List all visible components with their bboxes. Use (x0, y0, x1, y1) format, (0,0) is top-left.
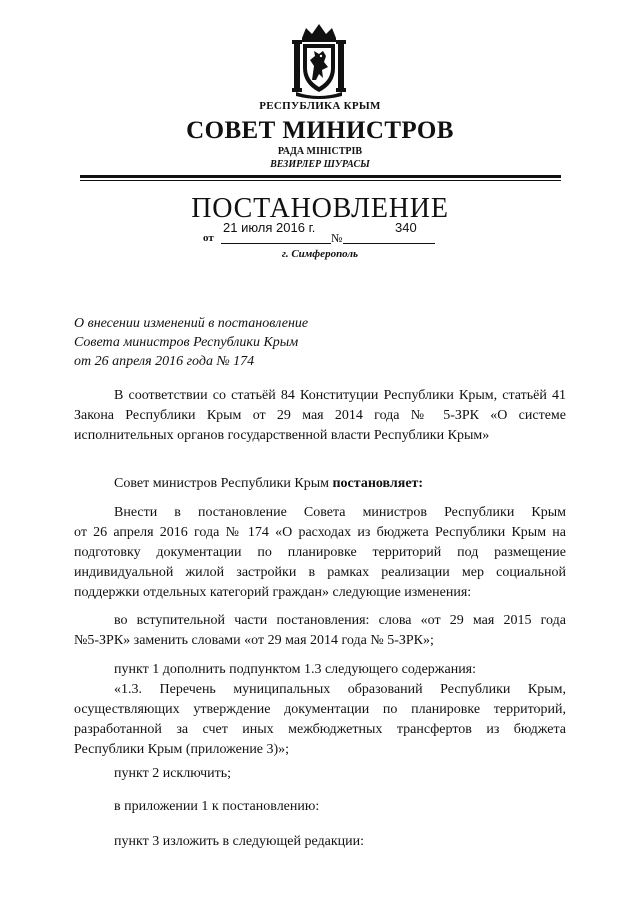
number-sign: № (331, 231, 343, 245)
point3-paragraph (74, 832, 566, 852)
paragraph-line: пункт 3 изложить в следующей редакции: (114, 834, 364, 849)
subject-line: О внесении изменений в постановление (74, 316, 309, 331)
point13-paragraph (74, 680, 566, 760)
decree-title: ПОСТАНОВЛЕНИЕ (191, 193, 449, 224)
council-title-ukrainian: РАДА МІНІСТРІВ (277, 146, 363, 157)
paragraph-line: «1.3. Перечень муниципальных образований Республики Крым, (114, 682, 566, 697)
decree-date: 21 июля 2016 г. (223, 220, 316, 235)
resolves-paragraph (74, 474, 566, 494)
number-underline (343, 243, 435, 244)
basis-paragraph (74, 386, 566, 446)
date-from-label: от (203, 232, 214, 244)
subject-line: Совета министров Республики Крым (74, 335, 299, 350)
paragraph-line: в приложении 1 к постановлению: (114, 799, 320, 814)
paragraph-line: Закона Республики Крым от 29 мая 2014 года № 5-ЗРК «О системе (74, 408, 566, 423)
paragraph-line: разработанной за счет иных межбюджетных трансфертов из бюджета (74, 722, 566, 737)
paragraph-line: В соответствии со статьёй 84 Конституции Республики Крым, статьёй 41 (114, 388, 566, 403)
paragraph-line: пункт 2 исключить; (114, 766, 232, 781)
decree-number: 340 (395, 220, 417, 235)
amend-paragraph (74, 503, 566, 603)
resolves-keyword: постановляет: (332, 476, 424, 491)
crimea-coat-of-arms-emblem (288, 20, 350, 100)
paragraph-line: Внести в постановление Совета министров Республики Крым (114, 505, 566, 520)
point2-paragraph (74, 764, 566, 784)
subject-line: от 26 апреля 2016 года № 174 (74, 354, 255, 369)
paragraph-line: подготовку документации по планировке территорий под размещение (74, 545, 566, 560)
decree-date-number-row (203, 220, 443, 246)
preamble-paragraph (74, 611, 566, 651)
point1-paragraph (74, 660, 566, 680)
appendix1-paragraph (74, 797, 566, 817)
header-rule-thin (80, 180, 561, 181)
council-title-crimean-tatar: ВЕЗИРЛЕР ШУРАСЫ (270, 159, 370, 170)
header-rule-thick (80, 175, 561, 178)
date-underline (221, 243, 331, 244)
paragraph-line: осуществляющих утверждение документации по планировке территорий, (74, 702, 566, 717)
paragraph-line: индивидуальной жилой застройки в рамках реализации мер социальной (74, 565, 566, 580)
republic-name: РЕСПУБЛИКА КРЫМ (259, 100, 381, 112)
paragraph-line: пункт 1 дополнить подпунктом 1.3 следующего содержания: (114, 662, 477, 677)
paragraph-line: поддержки отдельных категорий граждан» следующие изменения: (74, 585, 472, 600)
resolves-text: Совет министров Республики Крым (114, 476, 333, 491)
decree-city: г. Симферополь (281, 248, 359, 260)
paragraph-line: во вступительной части постановления: слова «от 29 мая 2015 года (114, 613, 566, 628)
paragraph-line: от 26 апреля 2016 года № 174 «О расходах из бюджета Республики Крым на (74, 525, 566, 540)
paragraph-line: исполнительных органов государственной власти Республики Крым» (74, 428, 490, 443)
paragraph-line: Республики Крым (приложение 3)»; (74, 742, 290, 757)
council-title: СОВЕТ МИНИСТРОВ (186, 117, 454, 144)
paragraph-line: №5-ЗРК» заменить словами «от 29 мая 2014 года № 5-ЗРК»; (74, 633, 434, 648)
decree-subject (74, 314, 374, 371)
